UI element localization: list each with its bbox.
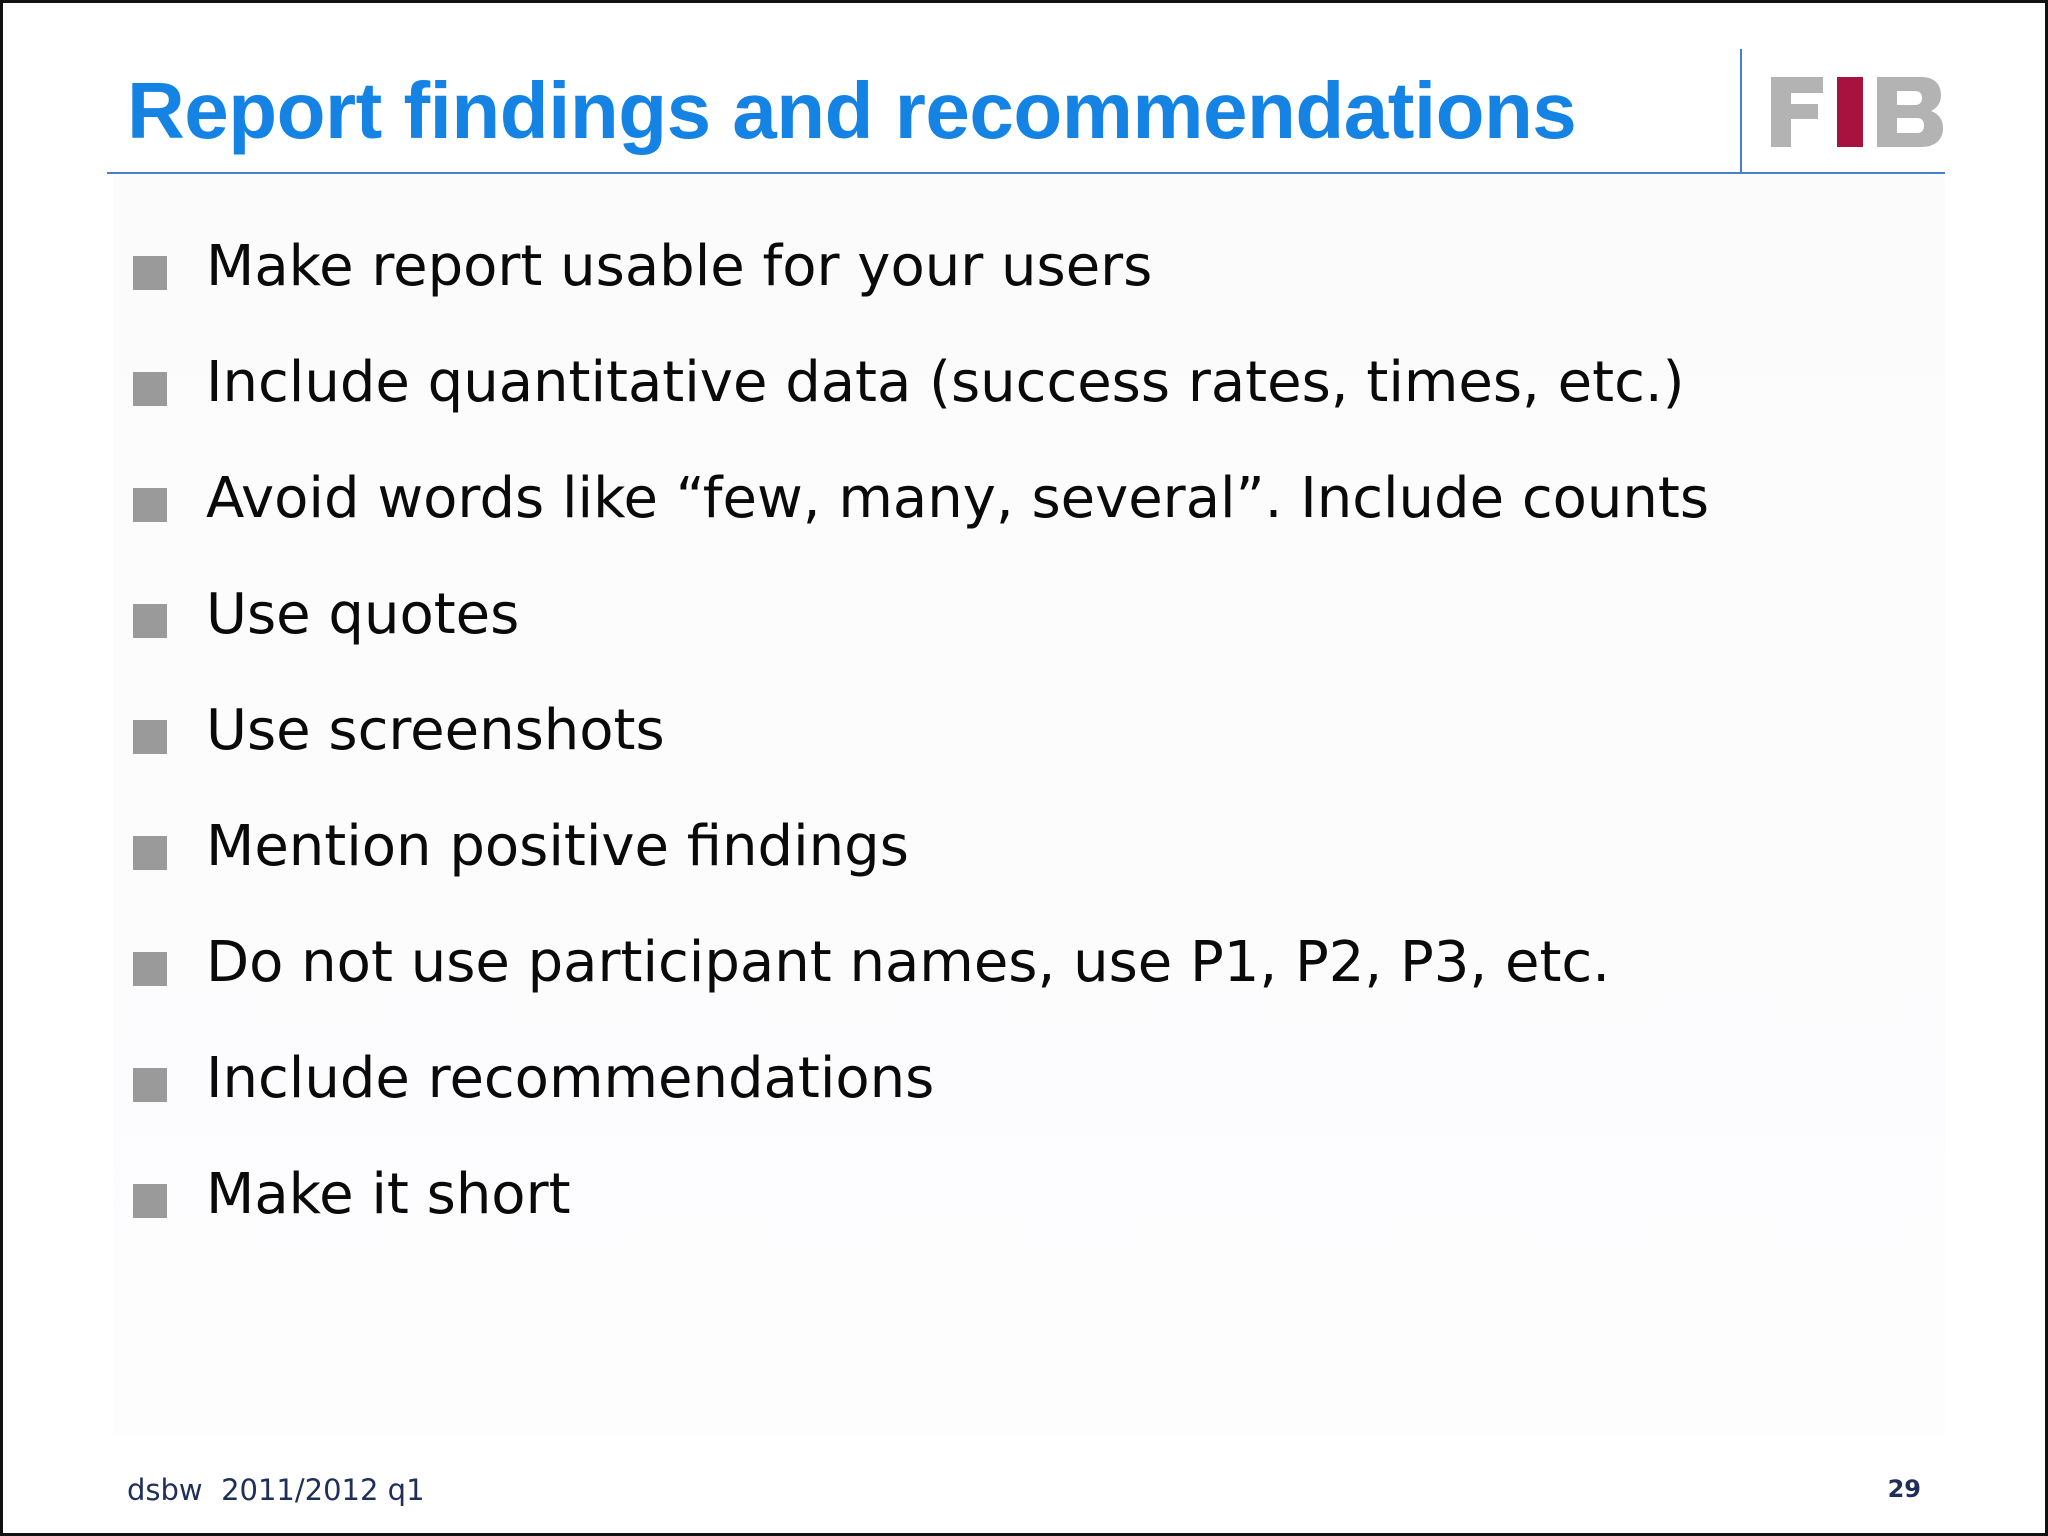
list-item — [133, 1023, 1709, 1139]
slide-title: Report findings and recommendations — [127, 66, 1577, 155]
fib-logo — [1771, 77, 1943, 147]
bullet-text: Include recommendations — [206, 1046, 935, 1111]
bullet-text: Include quantitative data (success rates, times, etc.) — [206, 350, 1685, 415]
list-item — [133, 791, 1709, 907]
bullet-text: Use screenshots — [206, 698, 665, 763]
page-number: 29 — [1887, 1475, 1921, 1503]
bullet-text: Avoid words like “few, many, several”. Include counts — [206, 466, 1710, 531]
square-bullet-icon — [133, 604, 167, 638]
square-bullet-icon — [133, 1184, 167, 1218]
list-item — [133, 1139, 1709, 1255]
square-bullet-icon — [133, 1068, 167, 1102]
bullet-text: Mention positive findings — [206, 814, 909, 879]
square-bullet-icon — [133, 256, 167, 290]
square-bullet-icon — [133, 720, 167, 754]
list-item — [133, 327, 1709, 443]
bullet-list — [133, 211, 1709, 1255]
footer-course-label: dsbw 2011/2012 q1 — [127, 1473, 425, 1507]
list-item — [133, 675, 1709, 791]
list-item — [133, 211, 1709, 327]
list-item — [133, 907, 1709, 1023]
bullet-text: Make report usable for your users — [206, 234, 1153, 299]
list-item — [133, 443, 1709, 559]
title-underline — [107, 172, 1945, 174]
bullet-text: Make it short — [206, 1162, 571, 1227]
square-bullet-icon — [133, 836, 167, 870]
logo-divider — [1740, 49, 1742, 173]
square-bullet-icon — [133, 372, 167, 406]
bullet-text: Use quotes — [206, 582, 520, 647]
bullet-text: Do not use participant names, use P1, P2, P3, etc. — [206, 930, 1610, 995]
list-item — [133, 559, 1709, 675]
square-bullet-icon — [133, 952, 167, 986]
square-bullet-icon — [133, 488, 167, 522]
